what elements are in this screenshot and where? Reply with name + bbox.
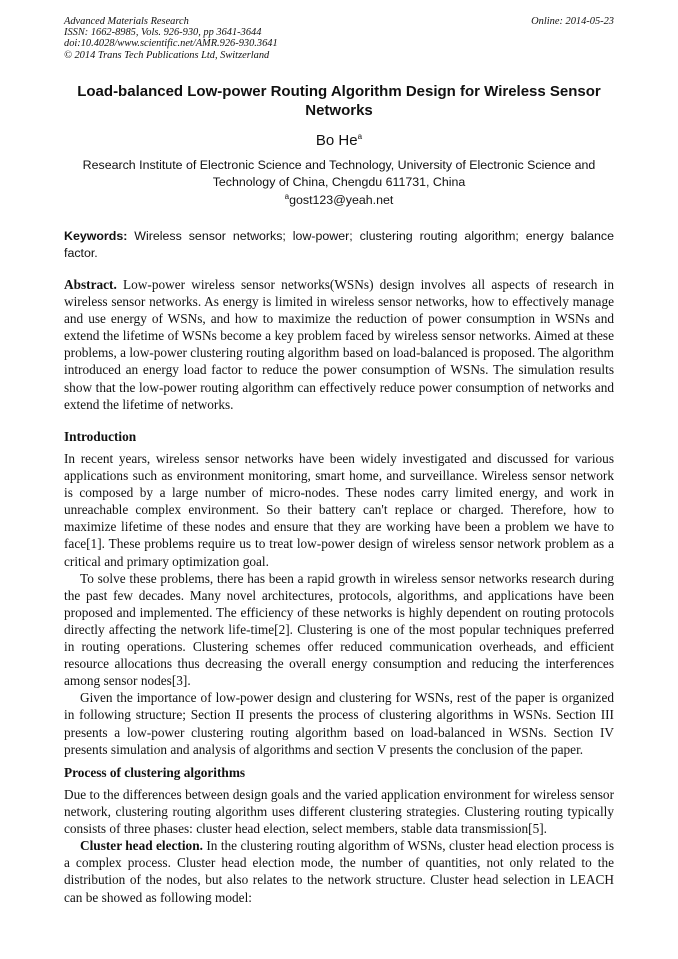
author-name: Bo He <box>315 132 358 149</box>
author-email-line <box>64 192 614 208</box>
introduction-heading: Introduction <box>64 429 137 444</box>
process-heading: Process of clustering algorithms <box>64 765 246 780</box>
introduction-paragraph: Given the importance of low-power design and clustering for WSNs, rest of the paper is organized in following structure; Section II presents the process of clustering algorithms in WSNs. Section III presents a low-power clustering routing algorithm based on load-balanced in WSNs. Section IV presents simulation and analysis of algorithms and section V presents the conclusion of the paper. <box>64 690 614 757</box>
process-paragraph: Due to the differences between design goals and the varied application environment for wireless sensor network, clustering routing algorithm uses different clustering strategies. Clustering routing typically consists of three phases: cluster head election, select members, stable data transmission[5]. <box>64 787 614 837</box>
email-affiliation-mark: a <box>284 191 290 201</box>
introduction-paragraph: To solve these problems, there has been a rapid growth in wireless sensor networks research during the past few decades. Many novel architectures, protocols, algorithms, and applications have been proposed and implemented. The efficiency of these networks is highly dependent on routing protocols directly affecting the network life-time[2]. Clustering is one of the most popular techniques preferred in routing operations. Clustering schemes offer reduced communication overheads, and efficient resource allocations thus decreasing the overall energy consumption and reducing the interferences among sensor nodes[3]. <box>64 570 614 689</box>
abstract-text: Low-power wireless sensor networks(WSNs) design involves all aspects of research in wireless sensor networks. As energy is limited in wireless sensor networks, how to effectively manage and use energy of WSNs, and how to maximize the reduction of power consumption in WSNs and extend the lifetime of WSNs become a key problem faced by wireless sensor networks. Aimed at these problems, a low-power clustering routing algorithm based on load-balanced is proposed. The algorithm introduced an energy load factor to reduce the power consumption of WSNs. The simulation results show that the low-power routing algorithm can effectively reduce power consumption of networks and extend the lifetime of networks. <box>64 277 614 412</box>
cluster-head-text: In the clustering routing algorithm of WSNs, cluster head election process is a complex process. Cluster head election mode, the number of quantities, not only related to the distribution of the nodes, but also relates to the network structure. Cluster head selection in LEACH can be showed as following model: <box>64 838 614 905</box>
journal-issn: ISSN: 1662-8985, Vols. 926-930, pp 3641-3644 <box>64 27 262 39</box>
keywords-text: Wireless sensor networks; low-power; clustering routing algorithm; energy balance factor. <box>64 229 614 260</box>
cluster-head-subheading: Cluster head election. <box>80 838 203 854</box>
author-line <box>64 132 614 150</box>
author-affiliation-mark: a <box>357 132 363 141</box>
journal-doi: doi:10.4028/www.scientific.net/AMR.926-930.3641 <box>64 38 278 50</box>
introduction-paragraph: In recent years, wireless sensor networks have been widely investigated and discussed for various applications such as environment monitoring, smart home, and surveillance. Wireless sensor network is composed by a large number of micro-nodes. These nodes carry limited energy, and work in unreachable complex environment. So their battery can't replace or charged. Therefore, how to maximize lifetime of these nodes and ensure that they are working have been a problem we have to face[1]. These problems require us to treat low-power design of wireless sensor network problem as a critical and primary optimization goal. <box>64 451 614 569</box>
keywords-label: Keywords: <box>64 229 128 243</box>
author-affiliation: Research Institute of Electronic Science and Technology, University of Electronic Science and Technology of China, Chengdu 611731, China <box>82 158 596 189</box>
keywords <box>64 228 614 261</box>
author-email: gost123@yeah.net <box>289 193 394 207</box>
online-date: Online: 2014-05-23 <box>531 16 614 27</box>
process-body <box>64 786 614 906</box>
paper-title: Load-balanced Low-power Routing Algorithm Design for Wireless Sensor Networks <box>77 83 601 119</box>
abstract <box>64 276 614 413</box>
introduction-body <box>64 450 614 758</box>
cluster-head-paragraph <box>64 837 614 905</box>
journal-header <box>64 16 614 61</box>
journal-name: Advanced Materials Research <box>64 16 189 27</box>
abstract-label: Abstract. <box>64 277 117 292</box>
journal-copyright: © 2014 Trans Tech Publications Ltd, Switzerland <box>64 49 270 61</box>
